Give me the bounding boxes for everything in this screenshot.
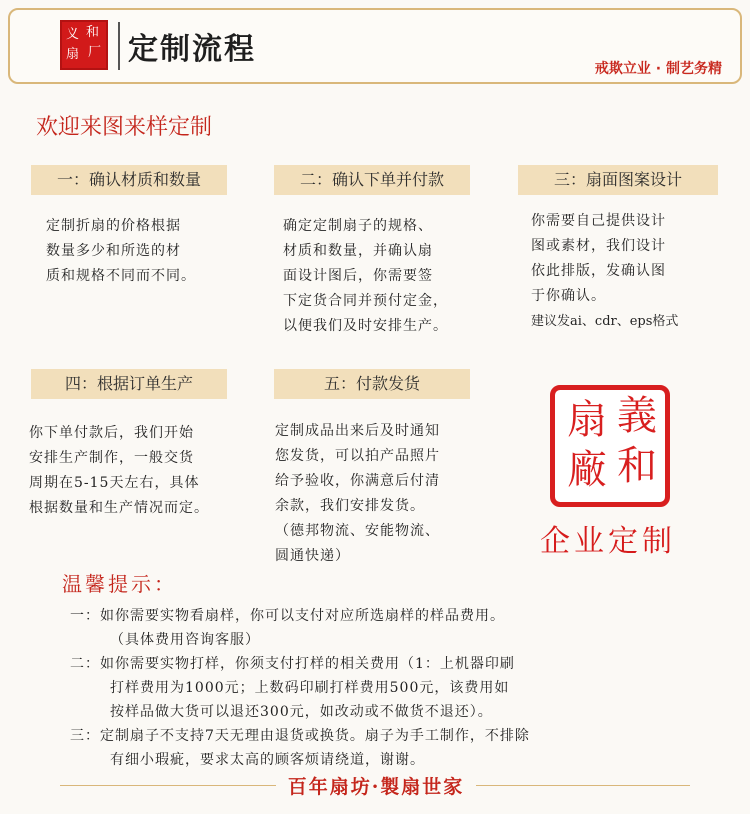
- step-4-label: 四：根据订单生产: [31, 369, 227, 399]
- seal-char: 扇: [567, 397, 607, 443]
- logo-char: 扇: [66, 47, 80, 62]
- step-line: 面设计图后，你需要签: [283, 268, 433, 284]
- step-line: 定制折扇的价格根据: [46, 218, 181, 234]
- note-line: 打样费用为1000元；上数码印刷打样费用500元，该费用如: [110, 680, 510, 696]
- step-2-text: [283, 214, 448, 339]
- step-line: 给予验收，你满意后付清: [275, 473, 440, 489]
- step-4-text: [29, 421, 209, 521]
- header-divider: [118, 22, 120, 70]
- step-line: 数量多少和所选的材: [46, 243, 181, 259]
- note-line: 一：如你需要实物看扇样，你可以支付对应所选扇样的样品费用。: [70, 608, 505, 624]
- step-line: 你需要自己提供设计: [531, 213, 666, 229]
- step-line: 余款，我们安排发货。: [275, 498, 425, 514]
- logo-char: 和: [86, 25, 100, 40]
- step-line: 根据数量和生产情况而定。: [29, 500, 209, 516]
- step-line: 材质和数量，并确认扇: [283, 243, 433, 259]
- step-2-label: 二：确认下单并付款: [274, 165, 470, 195]
- logo-char: 义: [66, 27, 80, 42]
- step-line: 周期在5-15天左右，具体: [29, 475, 200, 491]
- step-line: 图或素材，我们设计: [531, 238, 666, 254]
- step-line: 下定货合同并预付定金，: [283, 293, 448, 309]
- step-line: 安排生产制作，一般交货: [29, 450, 194, 466]
- seal-char: 義: [617, 393, 657, 439]
- step-line: 质和规格不同而不同。: [46, 268, 196, 284]
- step-line: 于你确认。: [531, 288, 606, 304]
- step-line: 圆通快递）: [275, 548, 350, 564]
- step-line: 确定定制扇子的规格、: [283, 218, 433, 234]
- seal-caption: 企业定制: [540, 524, 676, 559]
- logo-char: 厂: [88, 45, 102, 60]
- note-line: 三：定制扇子不支持7天无理由退货或换货。扇子为手工制作，不排除: [70, 728, 530, 744]
- step-line: 您发货，可以拍产品照片: [275, 448, 440, 464]
- step-line: 定制成品出来后及时通知: [275, 423, 440, 439]
- notes-title: 温馨提示：: [62, 572, 177, 596]
- seal-char: 和: [617, 443, 657, 489]
- step-line: 你下单付款后，我们开始: [29, 425, 194, 441]
- company-seal-stamp: [550, 385, 670, 507]
- note-line: 二：如你需要实物打样，你须支付打样的相关费用（1：上机器印刷: [70, 656, 515, 672]
- step-line: 以便我们及时安排生产。: [283, 318, 448, 334]
- seal-char: 廠: [567, 447, 607, 493]
- step-5-text: [275, 419, 440, 569]
- welcome-heading: 欢迎来图来样定制: [36, 115, 213, 140]
- step-3-label: 三：扇面图案设计: [518, 165, 718, 195]
- note-line: （具体费用咨询客服）: [110, 632, 260, 648]
- step-line: （德邦物流、安能物流、: [275, 523, 440, 539]
- header-banner: [8, 8, 742, 84]
- step-1-label: 一：确认材质和数量: [31, 165, 227, 195]
- step-line: 建议发ai、cdr、eps格式: [531, 314, 679, 329]
- note-line: 有细小瑕疵，要求太高的顾客烦请绕道，谢谢。: [110, 752, 425, 768]
- brand-logo: [60, 20, 108, 70]
- note-line: 按样品做大货可以退还300元，如改动或不做货不退还）。: [110, 704, 493, 720]
- footer-slogan: 百年扇坊·製扇世家: [276, 772, 476, 799]
- page-title: 定制流程: [128, 32, 256, 67]
- step-3-text: [531, 209, 678, 334]
- step-1-text: [46, 214, 196, 289]
- step-line: 依此排版，发确认图: [531, 263, 666, 279]
- slogan: 戒欺立业 · 制艺务精: [594, 61, 722, 77]
- step-5-label: 五：付款发货: [274, 369, 470, 399]
